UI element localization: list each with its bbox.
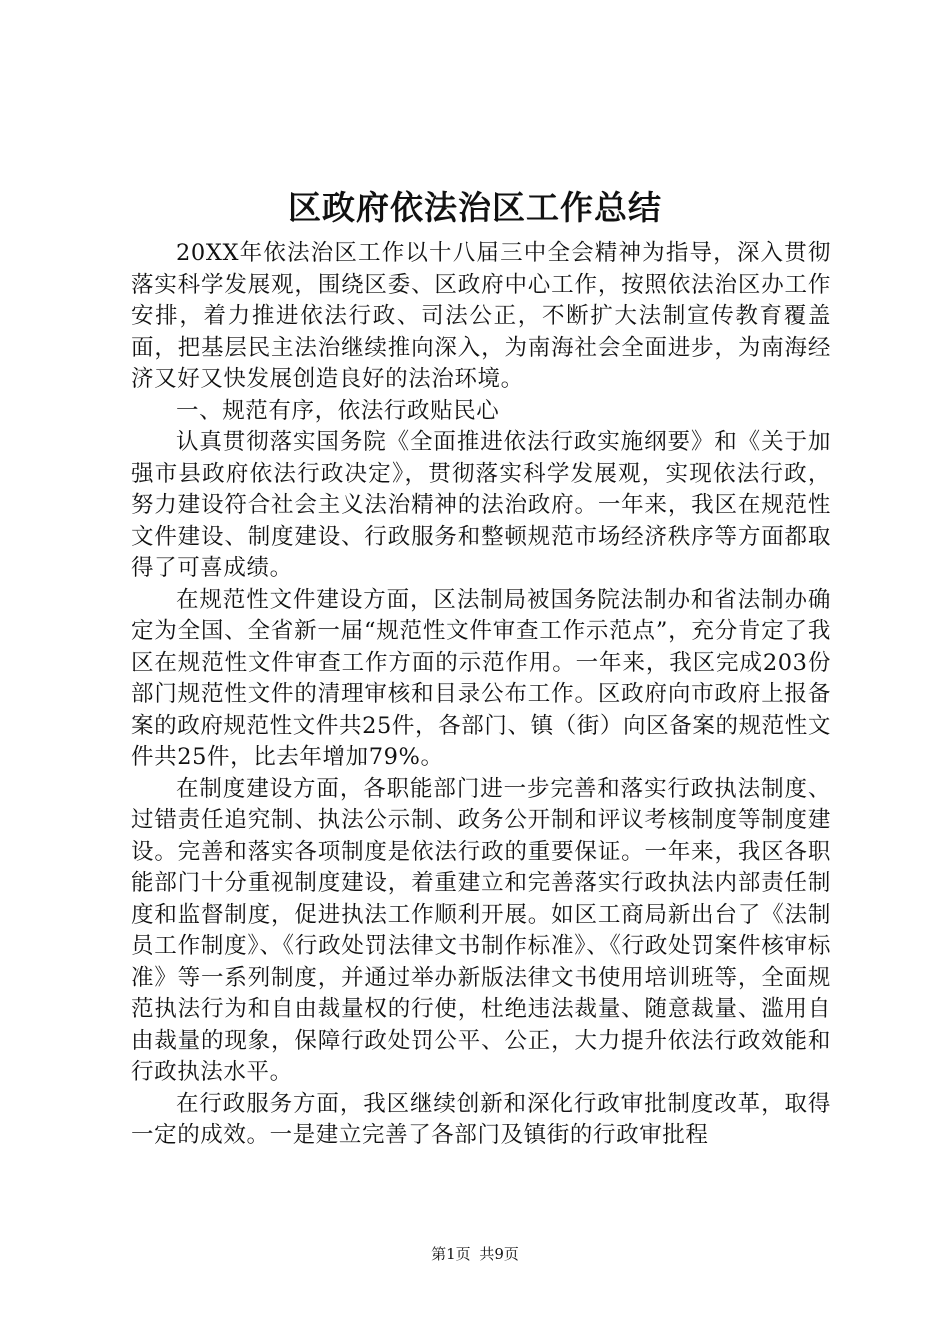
paragraph-administrative-services: 在行政服务方面，我区继续创新和深化行政审批制度改革，取得一定的成效。一是建立完善了各部门及镇街的行政审批程 <box>131 1090 831 1148</box>
page-total: 共9页 <box>479 1245 519 1263</box>
section-heading: 一、规范有序，依法行政贴民心 <box>176 397 500 424</box>
page-number: 第1页 <box>431 1245 471 1263</box>
paragraph-intro: 20XX年依法治区工作以十八届三中全会精神为指导，深入贯彻落实科学发展观，围绕区委、区政府中心工作，按照依法治区办工作安排，着力推进依法行政、司法公正，不断扩大法制宣传教育覆盖面，把基层民主法治继续推向深入，为南海社会全面进步，为南海经济又好又快发展创造良好的法治环境。 <box>131 240 831 392</box>
paragraph-system-building: 在制度建设方面，各职能部门进一步完善和落实行政执法制度、过错责任追究制、执法公示制、政务公开制和评议考核制度等制度建设。完善和落实各项制度是依法行政的重要保证。一年来，我区各职能部门十分重视制度建设，着重建立和完善落实行政执法内部责任制度和监督制度，促进执法工作顺利开展。如区工商局新出台了《法制员工作制度》、《行政处罚法律文书制作标准》、《行政处罚案件核审标准》等一系列制度，并通过举办新版法律文书使用培训班等，全面规范执法行为和自由裁量权的行使，杜绝违法裁量、随意裁量、滥用自由裁量的现象，保障行政处罚公平、公正，大力提升依法行政效能和行政执法水平。 <box>131 775 831 1085</box>
document-title: 区政府依法治区工作总结 <box>288 188 662 227</box>
paragraph-overview: 认真贯彻落实国务院《全面推进依法行政实施纲要》和《关于加强市县政府依法行政决定》，贯彻落实科学发展观，实现依法行政，努力建设符合社会主义法治精神的法治政府。一年来，我区在规范性文件建设、制度建设、行政服务和整顿规范市场经济秩序等方面都取得了可喜成绩。 <box>131 429 831 581</box>
document-body <box>131 238 831 1152</box>
page-footer <box>0 1244 950 1264</box>
paragraph-normative-documents: 在规范性文件建设方面，区法制局被国务院法制办和省法制办确定为全国、全省新一届“规范性文件审查工作示范点”，充分肯定了我区在规范性文件审查工作方面的示范作用。一年来，我区完成203份部门规范性文件的清理审核和目录公布工作。区政府向市政府上报备案的政府规范性文件共25件，各部门、镇（街）向区备案的规范性文件共25件，比去年增加79%。 <box>131 586 831 770</box>
